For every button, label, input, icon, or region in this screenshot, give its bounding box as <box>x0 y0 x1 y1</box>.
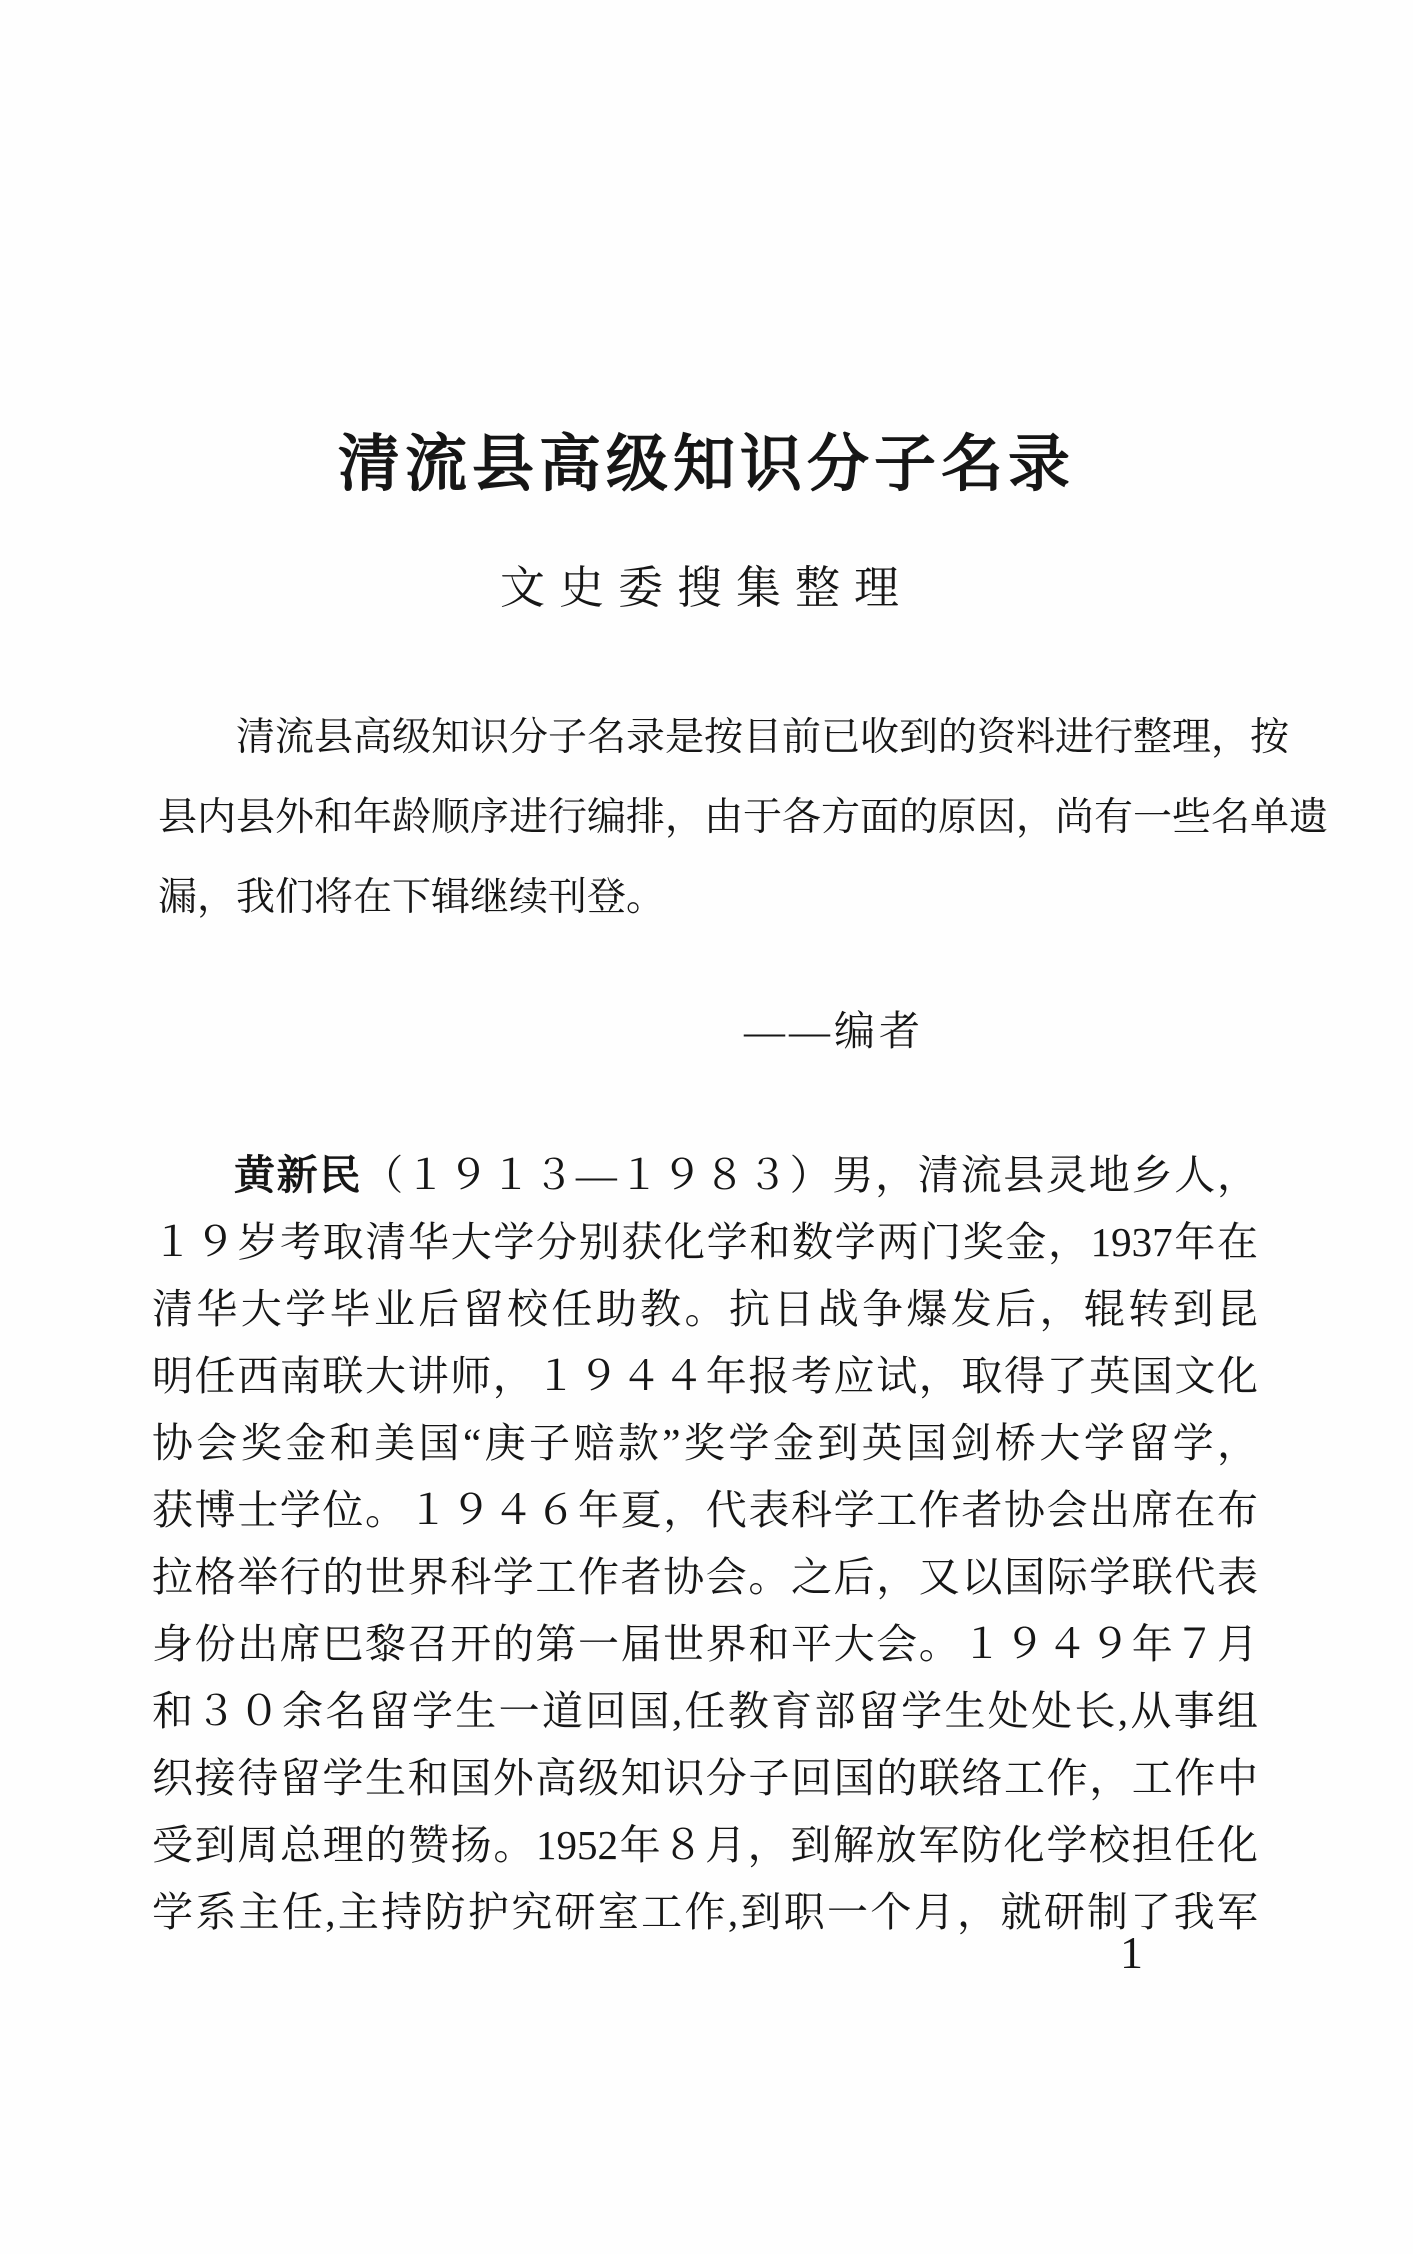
person-name: 黄新民 <box>234 1152 363 1198</box>
text-line: 清流县高级知识分子名录是按目前已收到的资料进行整理，按 <box>236 716 1290 759</box>
text-line: 明任西南联大讲师，１９４４年报考应试，取得了英国文化 <box>152 1353 1258 1399</box>
text-line: 受到周总理的赞扬。1952年８月，到解放军防化学校担任化 <box>152 1822 1258 1868</box>
text-line: 拉格举行的世界科学工作者协会。之后，又以国际学联代表 <box>152 1554 1258 1600</box>
text-line: 漏，我们将在下辑继续刊登。 <box>158 876 666 919</box>
text-line: 清华大学毕业后留校任助教。抗日战争爆发后，辊转到昆 <box>152 1286 1258 1332</box>
text-line: 获博士学位。１９４６年夏，代表科学工作者协会出席在布 <box>152 1487 1258 1533</box>
text-line: 协会奖金和美国“庚子赔款”奖学金到英国剑桥大学留学， <box>152 1420 1258 1466</box>
text-line: 身份出席巴黎召开的第一届世界和平大会。１９４９年７月 <box>152 1621 1258 1667</box>
document-subtitle: 文史委搜集整理 <box>499 563 913 613</box>
page-number: 1 <box>1120 1927 1143 1978</box>
text-line: 黄新民（１９１３—１９８３）男，清流县灵地乡人， <box>234 1152 1258 1198</box>
biography-paragraph <box>152 1142 1258 1946</box>
text-line: 县内县外和年龄顺序进行编排，由于各方面的原因，尚有一些名单遗 <box>158 796 1329 839</box>
text-line: １９岁考取清华大学分别获化学和数学两门奖金，1937年在 <box>152 1219 1258 1265</box>
foreword-paragraph <box>158 698 1329 938</box>
text-line: 学系主任,主持防护究研室工作,到职一个月，就研制了我军 <box>152 1889 1258 1935</box>
document-title: 清流县高级知识分子名录 <box>337 431 1075 499</box>
text-line: 和３０余名留学生一道回国,任教育部留学生处处长,从事组 <box>152 1688 1258 1734</box>
editor-attribution: ——编者 <box>744 1008 924 1054</box>
text-line: 织接待留学生和国外高级知识分子回国的联络工作，工作中 <box>152 1755 1258 1801</box>
